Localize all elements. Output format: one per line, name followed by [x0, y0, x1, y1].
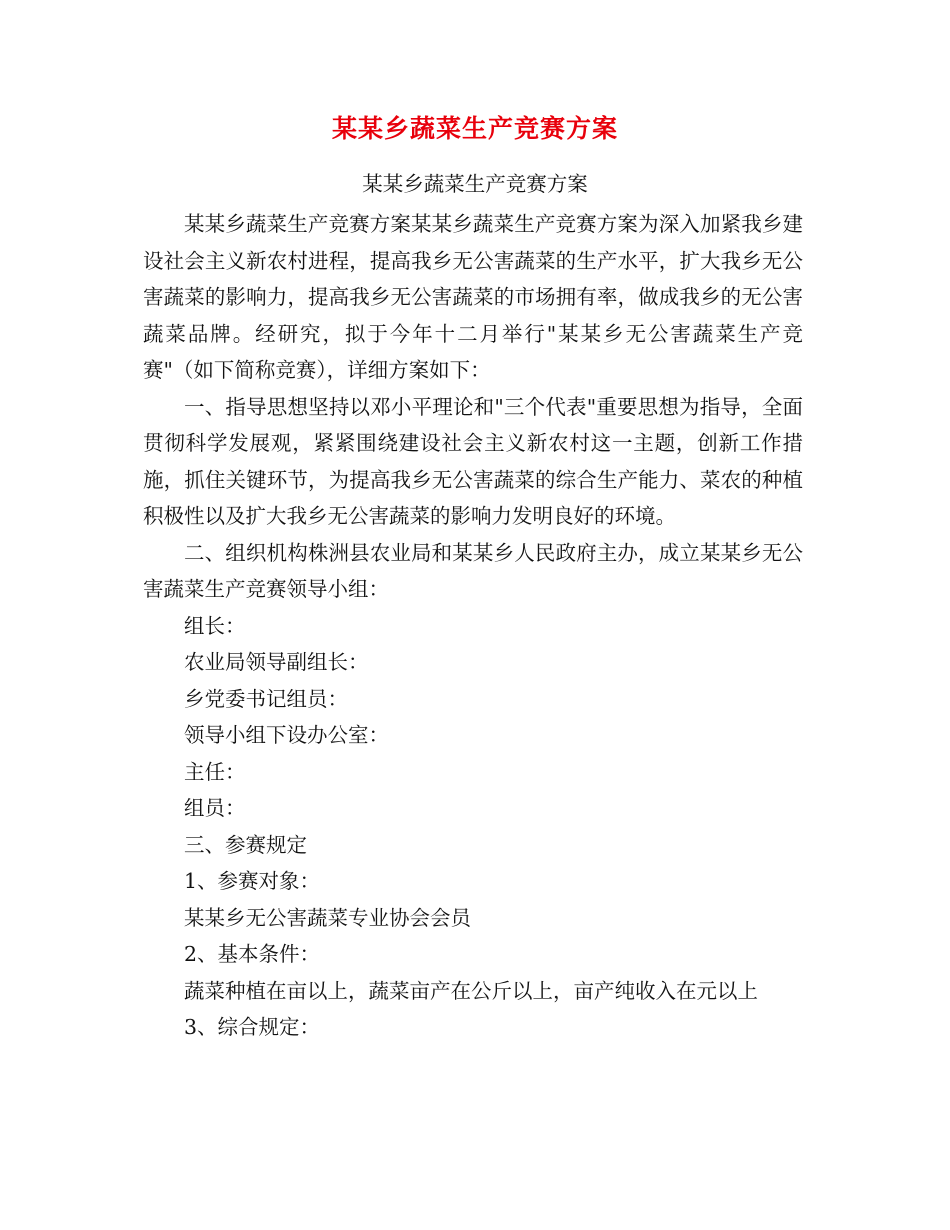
section-heading-rules: 三、参赛规定	[184, 832, 307, 857]
rule-item-2-heading: 2、基本条件：	[184, 942, 321, 966]
line-deputy-leader: 农业局领导副组长：	[184, 650, 369, 674]
rule-item-2-content: 蔬菜种植在亩以上，蔬菜亩产在公斤以上，亩产纯收入在元以上	[184, 978, 758, 1003]
document-title: 某某乡蔬菜生产竞赛方案	[331, 114, 618, 143]
document-subtitle: 某某乡蔬菜生产竞赛方案	[362, 172, 588, 196]
line-office-members: 组员：	[184, 796, 246, 820]
paragraph-organization: 二、组织机构株洲县农业局和某某乡人民政府主办，成立某某乡无公害蔬菜生产竞赛领导小组：	[143, 540, 803, 601]
line-group-leader: 组长：	[184, 613, 246, 638]
line-office: 领导小组下设办公室：	[184, 723, 389, 747]
rule-item-1-heading: 1、参赛对象：	[184, 869, 321, 893]
line-members: 乡党委书记组员：	[184, 686, 348, 711]
rule-item-3-heading: 3、综合规定：	[184, 1015, 321, 1039]
paragraph-guiding-thought: 一、指导思想坚持以邓小平理论和"三个代表"重要思想为指导，全面贯彻科学发展观，紧紧围绕建设社会主义新农村这一主题，创新工作措施，抓住关键环节，为提高我乡无公害蔬菜的综合生产能力、菜农的种植积极性以及扩大我乡无公害蔬菜的影响力发明良好的环境。	[143, 394, 803, 528]
rule-item-1-content: 某某乡无公害蔬菜专业协会会员	[184, 905, 471, 930]
line-director: 主任：	[184, 759, 246, 784]
paragraph-intro: 某某乡蔬菜生产竞赛方案某某乡蔬菜生产竞赛方案为深入加紧我乡建设社会主义新农村进程，提高我乡无公害蔬菜的生产水平，扩大我乡无公害蔬菜的影响力，提高我乡无公害蔬菜的市场拥有率，做成我乡的无公害蔬菜品牌。经研究，拟于今年十二月举行"某某乡无公害蔬菜生产竞赛"（如下简称竞赛），详细方案如下：	[143, 212, 803, 382]
document-body	[143, 206, 803, 1046]
